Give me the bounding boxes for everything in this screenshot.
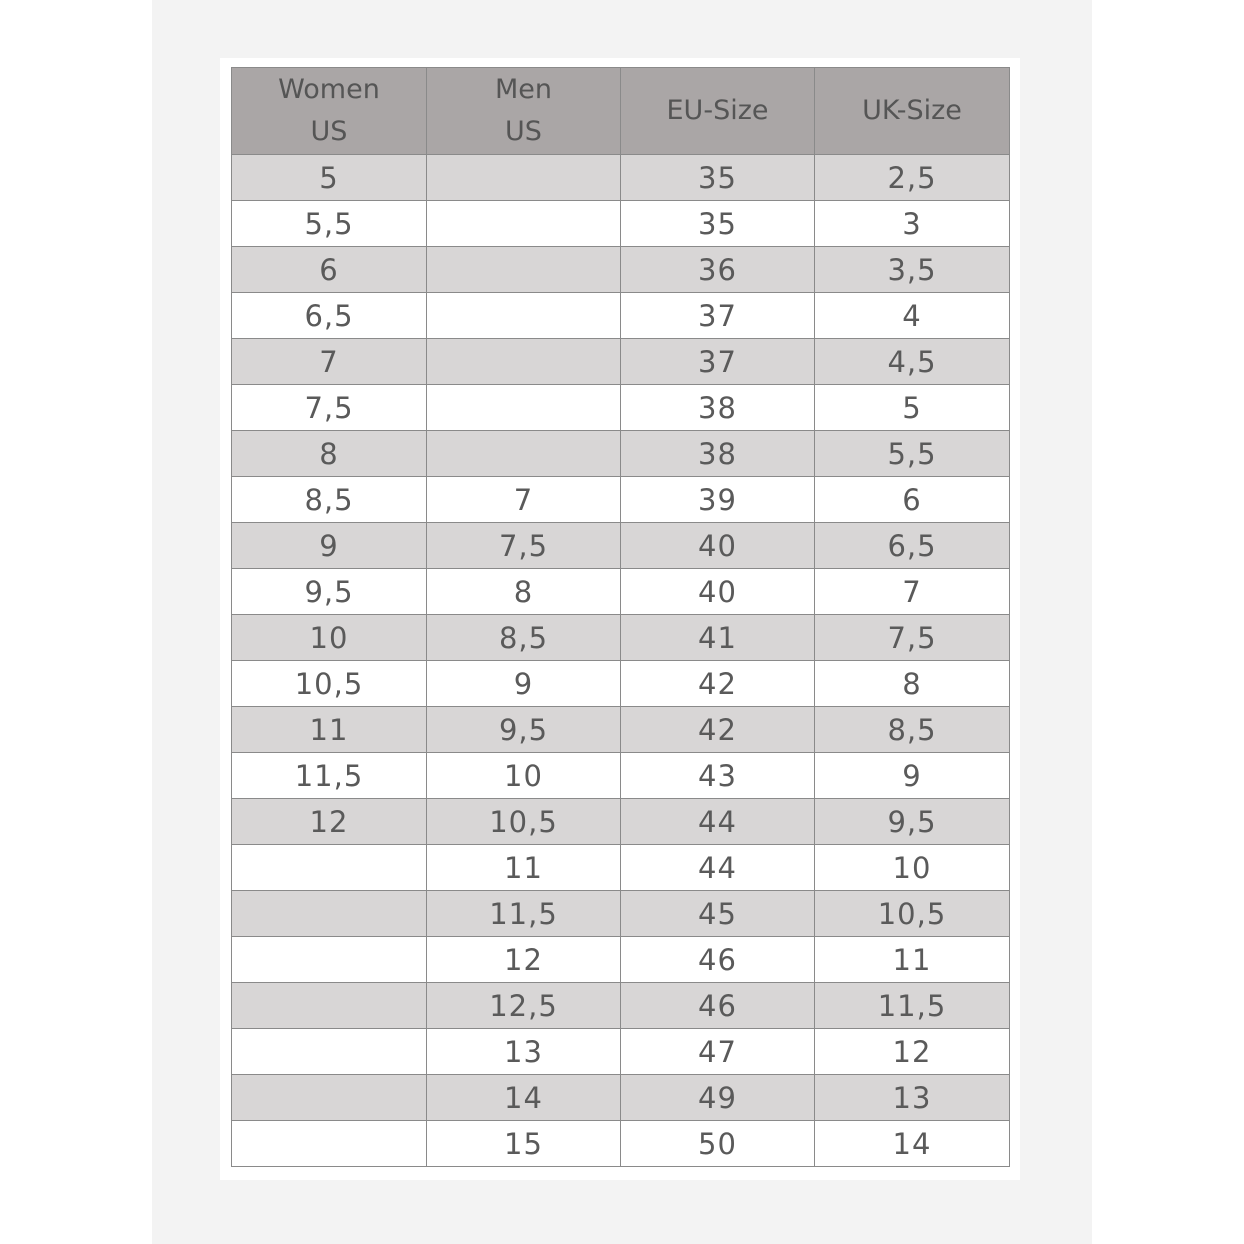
women-us-cell [232,845,427,891]
uk-size-cell: 14 [815,1121,1010,1167]
women-us-cell [232,1029,427,1075]
women-us-cell: 8 [232,431,427,477]
uk-size-cell: 11,5 [815,983,1010,1029]
women-us-cell: 9 [232,523,427,569]
uk-size-cell: 11 [815,937,1010,983]
uk-size-cell: 6,5 [815,523,1010,569]
men-us-cell: 10 [427,753,621,799]
men-us-cell [427,385,621,431]
uk-size-cell: 4 [815,293,1010,339]
uk-size-cell: 9,5 [815,799,1010,845]
uk-size-cell: 4,5 [815,339,1010,385]
men-us-cell: 8 [427,569,621,615]
table-row [232,293,1010,339]
header-eu-size [621,68,815,155]
women-us-cell [232,1121,427,1167]
uk-size-cell: 9 [815,753,1010,799]
table-row [232,1029,1010,1075]
men-us-cell: 7,5 [427,523,621,569]
men-us-cell: 14 [427,1075,621,1121]
eu-size-cell: 46 [621,937,815,983]
eu-size-cell: 38 [621,385,815,431]
header-label: US [310,116,348,147]
table-row [232,1075,1010,1121]
women-us-cell: 6 [232,247,427,293]
header-row [232,68,1010,155]
men-us-cell [427,155,621,201]
header-women-us [232,68,427,155]
header-uk-size [815,68,1010,155]
men-us-cell [427,247,621,293]
women-us-cell: 11 [232,707,427,753]
eu-size-cell: 49 [621,1075,815,1121]
uk-size-cell: 3,5 [815,247,1010,293]
header-label: EU-Size [666,95,769,126]
men-us-cell [427,431,621,477]
uk-size-cell: 5,5 [815,431,1010,477]
women-us-cell: 12 [232,799,427,845]
women-us-cell: 7 [232,339,427,385]
table-row [232,1121,1010,1167]
women-us-cell: 7,5 [232,385,427,431]
header-label: Men [494,74,553,105]
uk-size-cell: 2,5 [815,155,1010,201]
uk-size-cell: 8,5 [815,707,1010,753]
uk-size-cell: 6 [815,477,1010,523]
eu-size-cell: 42 [621,661,815,707]
table-row [232,385,1010,431]
eu-size-cell: 47 [621,1029,815,1075]
men-us-cell: 9 [427,661,621,707]
table-row [232,937,1010,983]
eu-size-cell: 35 [621,201,815,247]
men-us-cell: 12,5 [427,983,621,1029]
table-row [232,339,1010,385]
eu-size-cell: 36 [621,247,815,293]
table-row [232,477,1010,523]
eu-size-cell: 37 [621,339,815,385]
table-row [232,983,1010,1029]
women-us-cell [232,1075,427,1121]
table-row [232,569,1010,615]
table-row [232,155,1010,201]
shoe-size-table [231,67,1010,1167]
men-us-cell: 12 [427,937,621,983]
uk-size-cell: 12 [815,1029,1010,1075]
eu-size-cell: 46 [621,983,815,1029]
men-us-cell [427,201,621,247]
women-us-cell: 9,5 [232,569,427,615]
table-row [232,891,1010,937]
table-row [232,247,1010,293]
table-row [232,431,1010,477]
uk-size-cell: 8 [815,661,1010,707]
table-row [232,201,1010,247]
uk-size-cell: 7 [815,569,1010,615]
header-label: Women [278,74,380,105]
men-us-cell: 13 [427,1029,621,1075]
uk-size-cell: 5 [815,385,1010,431]
men-us-cell [427,293,621,339]
eu-size-cell: 35 [621,155,815,201]
uk-size-cell: 3 [815,201,1010,247]
table-row [232,845,1010,891]
eu-size-cell: 44 [621,799,815,845]
men-us-cell [427,339,621,385]
eu-size-cell: 43 [621,753,815,799]
uk-size-cell: 10,5 [815,891,1010,937]
table-row [232,661,1010,707]
table-row [232,753,1010,799]
header-label: UK-Size [862,95,962,126]
eu-size-cell: 44 [621,845,815,891]
women-us-cell: 5 [232,155,427,201]
men-us-cell: 11,5 [427,891,621,937]
women-us-cell: 11,5 [232,753,427,799]
eu-size-cell: 40 [621,523,815,569]
eu-size-cell: 45 [621,891,815,937]
men-us-cell: 15 [427,1121,621,1167]
men-us-cell: 10,5 [427,799,621,845]
women-us-cell: 10,5 [232,661,427,707]
eu-size-cell: 37 [621,293,815,339]
table-body [232,155,1010,1167]
men-us-cell: 8,5 [427,615,621,661]
women-us-cell [232,937,427,983]
table-row [232,523,1010,569]
men-us-cell: 7 [427,477,621,523]
men-us-cell: 11 [427,845,621,891]
eu-size-cell: 39 [621,477,815,523]
women-us-cell: 6,5 [232,293,427,339]
table-row [232,615,1010,661]
uk-size-cell: 13 [815,1075,1010,1121]
eu-size-cell: 41 [621,615,815,661]
table-row [232,707,1010,753]
women-us-cell [232,891,427,937]
uk-size-cell: 7,5 [815,615,1010,661]
eu-size-cell: 50 [621,1121,815,1167]
header-men-us [427,68,621,155]
women-us-cell: 8,5 [232,477,427,523]
uk-size-cell: 10 [815,845,1010,891]
table-row [232,799,1010,845]
eu-size-cell: 38 [621,431,815,477]
women-us-cell: 5,5 [232,201,427,247]
women-us-cell [232,983,427,1029]
women-us-cell: 10 [232,615,427,661]
eu-size-cell: 40 [621,569,815,615]
men-us-cell: 9,5 [427,707,621,753]
header-label: US [505,116,542,147]
eu-size-cell: 42 [621,707,815,753]
